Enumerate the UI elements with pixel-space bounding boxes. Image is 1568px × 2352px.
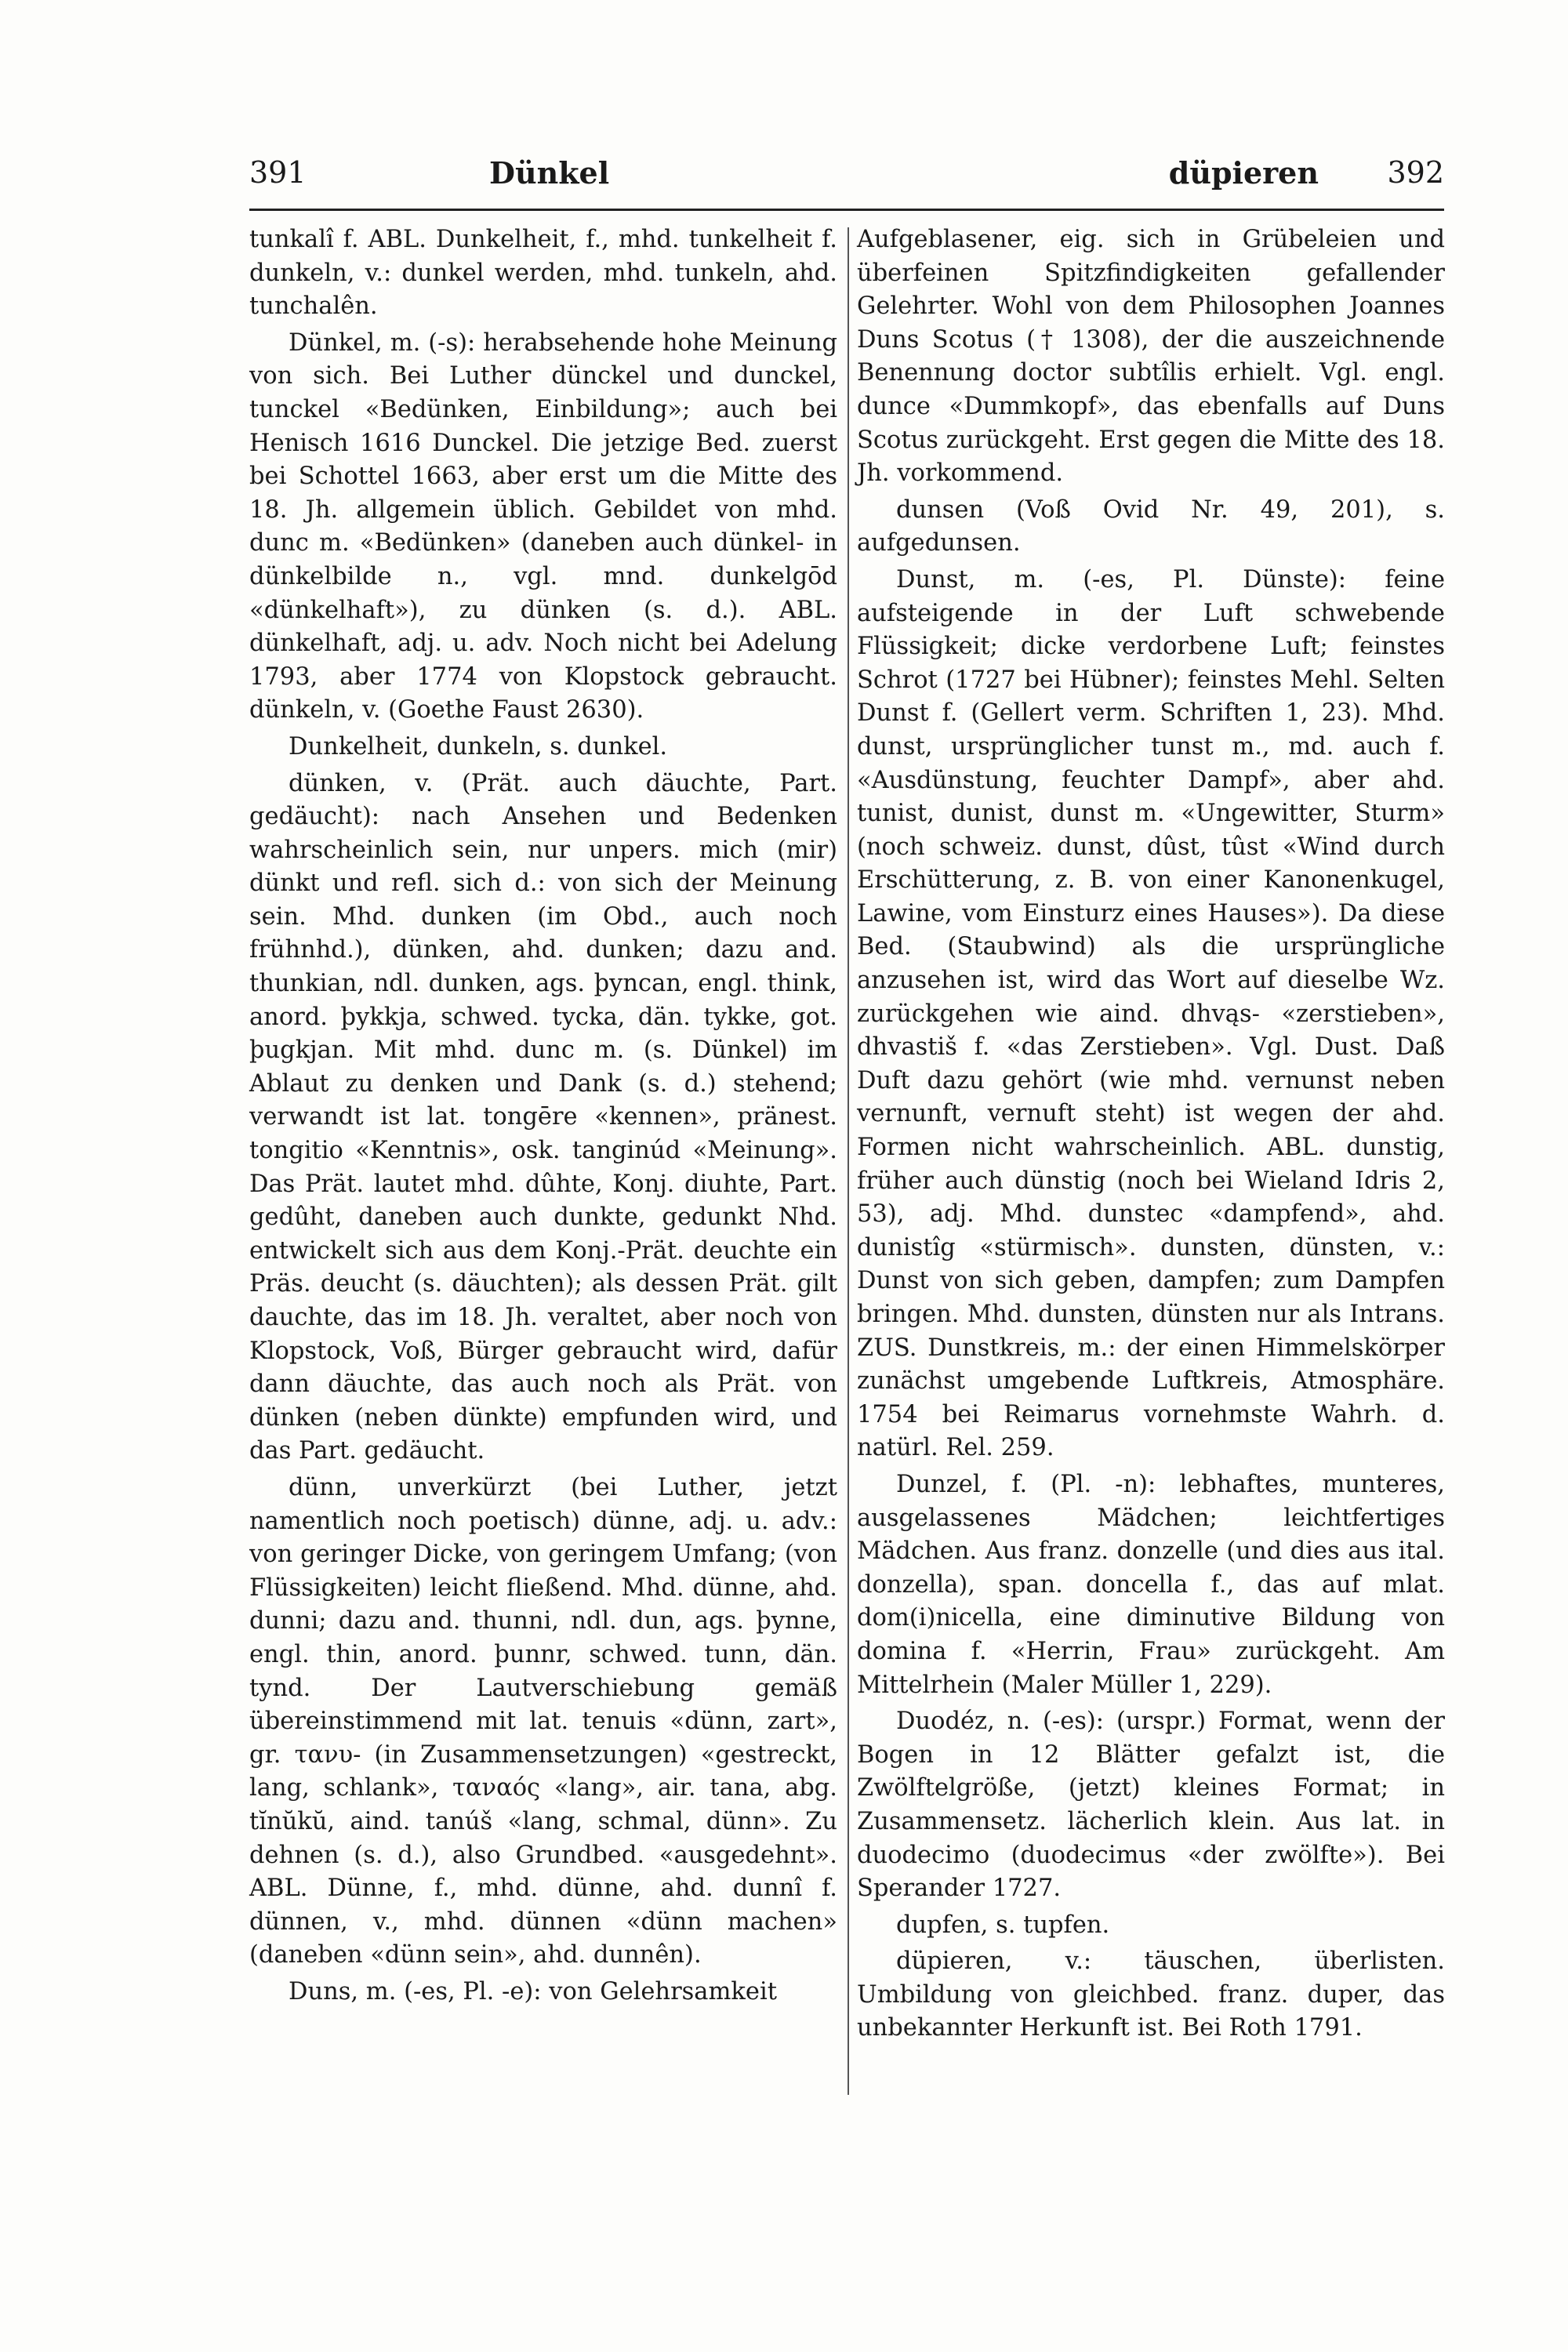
entry-dunst: Dunst, m. (-es, Pl. Dünste): feine aufsteigende in der Luft schwebende Flüssigkeit; dicke verdorbene Luft; feinstes Schrot (1727 bei Hübner); feinstes Mehl. Selten Dunst f. (Gellert verm. Schriften 1, 23). Mhd. dunst, ursprünglicher tunst m., md. auch f. «Ausdünstung, feuchter Dampf», aber ahd. tunist, dunist, dunst m. «Ungewitter, Sturm» (noch schweiz. dunst, dûst, tûst «Wind durch Erschütterung, z. B. von einer Kanonenkugel, Lawine, vom Einsturz eines Hauses»). Da diese Bed. (Staubwind) als die ursprüngliche anzusehen ist, wird das Wort auf dieselbe Wz. zurückgehen wie aind. dhvąs- «zerstieben», dhvastiš f. «das Zerstieben». Vgl. Dust. Daß Duft dazu gehört (wie mhd. vernunst neben vernunft, vernuft steht) ist wegen der ahd. Formen nicht wahrscheinlich. ABL. dunstig, früher auch dünstig (noch bei Wieland Idris 2, 53), adj. Mhd. dunstec «dampfend», ahd. dunistîg «stürmisch». dunsten, dünsten, v.: Dunst von sich geben, dampfen; zum Dampfen bringen. Mhd. dunsten, dünsten nur als Intrans. ZUS. Dunstkreis, m.: der einen Himmelskörper zunächst umgebende Luftkreis, Atmosphäre. 1754 bei Reimarus vornehmste Wahrh. d. natürl. Rel. 259. [857,565,1445,1462]
entry-duns-continuation: Aufgeblasener, eig. sich in Grübeleien und überfeinen Spitzfindigkeiten gefallender Gelehrter. Wohl von dem Philosophen Joannes Duns Scotus († 1308), der die auszeichnende Benennung doctor subtîlis erhielt. Vgl. engl. dunce «Dummkopf», das ebenfalls auf Duns Scotus zurückgeht. Erst gegen die Mitte des 18. Jh. vorkommend. [857,226,1445,488]
entry-duns: Duns, m. (-es, Pl. -e): von Gelehrsamkeit [289,1977,777,2005]
entry-duenn: dünn, unverkürzt (bei Luther, jetzt namentlich noch poetisch) dünne, adj. u. adv.: von geringer Dicke, von geringem Umfang; (von Flüssigkeiten) leicht fließend. Mhd. dünne, ahd. dunni; dazu and. thunni, ndl. dun, ags. þynne, engl. thin, anord. þunnr, schwed. tunn, dän. tynd. Der Lautverschiebung gemäß übereinstimmend mit lat. tenuis «dünn, zart», gr. τανυ- (in Zusammensetzungen) «gestreckt, lang, schlank», ταναός «lang», air. tana, abg. tĭnŭkŭ, aind. tanúš «lang, schmal, dünn». Zu dehnen (s. d.), also Grundbed. «ausgedehnt». ABL. Dünne, f., mhd. dünne, ahd. dunnî f. dünnen, v., mhd. dünnen «dünn machen» (daneben «dünn sein», ahd. dunnên). [249,1473,837,1969]
entry-dunkelheit: Dunkelheit, dunkeln, s. dunkel. [289,732,668,760]
left-column [249,223,837,2009]
left-page-number: 391 [249,155,307,190]
entry-tunkali-continuation: tunkalî f. ABL. Dunkelheit, f., mhd. tunkelheit f. dunkeln, v.: dunkel werden, mhd. tunkeln, ahd. tunchalên. [249,226,837,321]
left-running-headword: Dünkel [489,155,610,191]
column-divider [848,227,849,2095]
page-header [249,155,1444,202]
entry-dunsen: dunsen (Voß Ovid Nr. 49, 201), s. aufgedunsen. [857,495,1445,557]
right-column [857,223,1445,2049]
entry-duodez: Duodéz, n. (-es): (urspr.) Format, wenn der Bogen in 12 Blätter gefalzt ist, die Zwölftelgröße, (jetzt) kleines Format; in Zusammensetz. lächerlich klein. Aus lat. in duodecimo (duodecimus «der zwölfte»). Bei Sperander 1727. [857,1708,1445,1903]
entry-dunzel: Dunzel, f. (Pl. -n): lebhaftes, munteres, ausgelassenes Mädchen; leichtfertiges Mädchen. Aus franz. donzelle (und dies aus ital. donzella), span. doncella f., das auf mlat. dom(i)nicella, eine diminutive Bildung von domina f. «Herrin, Frau» zurückgeht. Am Mittelrhein (Maler Müller 1, 229). [857,1470,1445,1699]
header-rule [249,209,1444,211]
entry-duenkel: Dünkel, m. (-s): herabsehende hohe Meinung von sich. Bei Luther dünckel und dunckel, tunckel «Bedünken, Einbildung»; auch bei Henisch 1616 Dunckel. Die jetzige Bed. zuerst bei Schottel 1663, aber erst um die Mitte des 18. Jh. allgemein üblich. Gebildet von mhd. dunc m. «Bedünken» (daneben auch dünkel- in dünkelbilde n., vgl. mnd. dunkelgōd «dünkelhaft»), zu dünken (s. d.). ABL. dünkelhaft, adj. u. adv. Noch nicht bei Adelung 1793, aber 1774 von Klopstock gebraucht. dünkeln, v. (Goethe Faust 2630). [249,328,837,724]
right-page-number: 392 [1387,155,1444,190]
entry-dupfen: dupfen, s. tupfen. [896,1911,1110,1939]
right-running-headword: düpieren [1168,155,1319,191]
entry-duepieren: düpieren, v.: täuschen, überlisten. Umbildung von gleichbed. franz. duper, das unbekannter Herkunft ist. Bei Roth 1791. [857,1947,1445,2042]
entry-duenken: dünken, v. (Prät. auch däuchte, Part. gedäucht): nach Ansehen und Bedenken wahrscheinlich sein, nur unpers. mich (mir) dünkt und refl. sich d.: von sich der Meinung sein. Mhd. dunken (im Obd., auch noch frühnhd.), dünken, ahd. dunken; dazu and. thunkian, ndl. dunken, ags. þyncan, engl. think, anord. þykkja, schwed. tycka, dän. tykke, got. þugkjan. Mit mhd. dunc m. (s. Dünkel) im Ablaut zu denken und Dank (s. d.) stehend; verwandt ist lat. tongēre «kennen», pränest. tongitio «Kenntnis», osk. tanginúd «Meinung». Das Prät. lautet mhd. dûhte, Konj. diuhte, Part. gedûht, daneben auch dunkte, gedunkt Nhd. entwickelt sich aus dem Konj.-Prät. deuchte ein Präs. deucht (s. däuchten); als dessen Prät. gilt dauchte, das im 18. Jh. veraltet, aber noch von Klopstock, Voß, Bürger gebraucht wird, dafür dann däuchte, das auch noch als Prät. von dünken (neben dünkte) empfunden wird, und das Part. gedäucht. [249,769,837,1465]
